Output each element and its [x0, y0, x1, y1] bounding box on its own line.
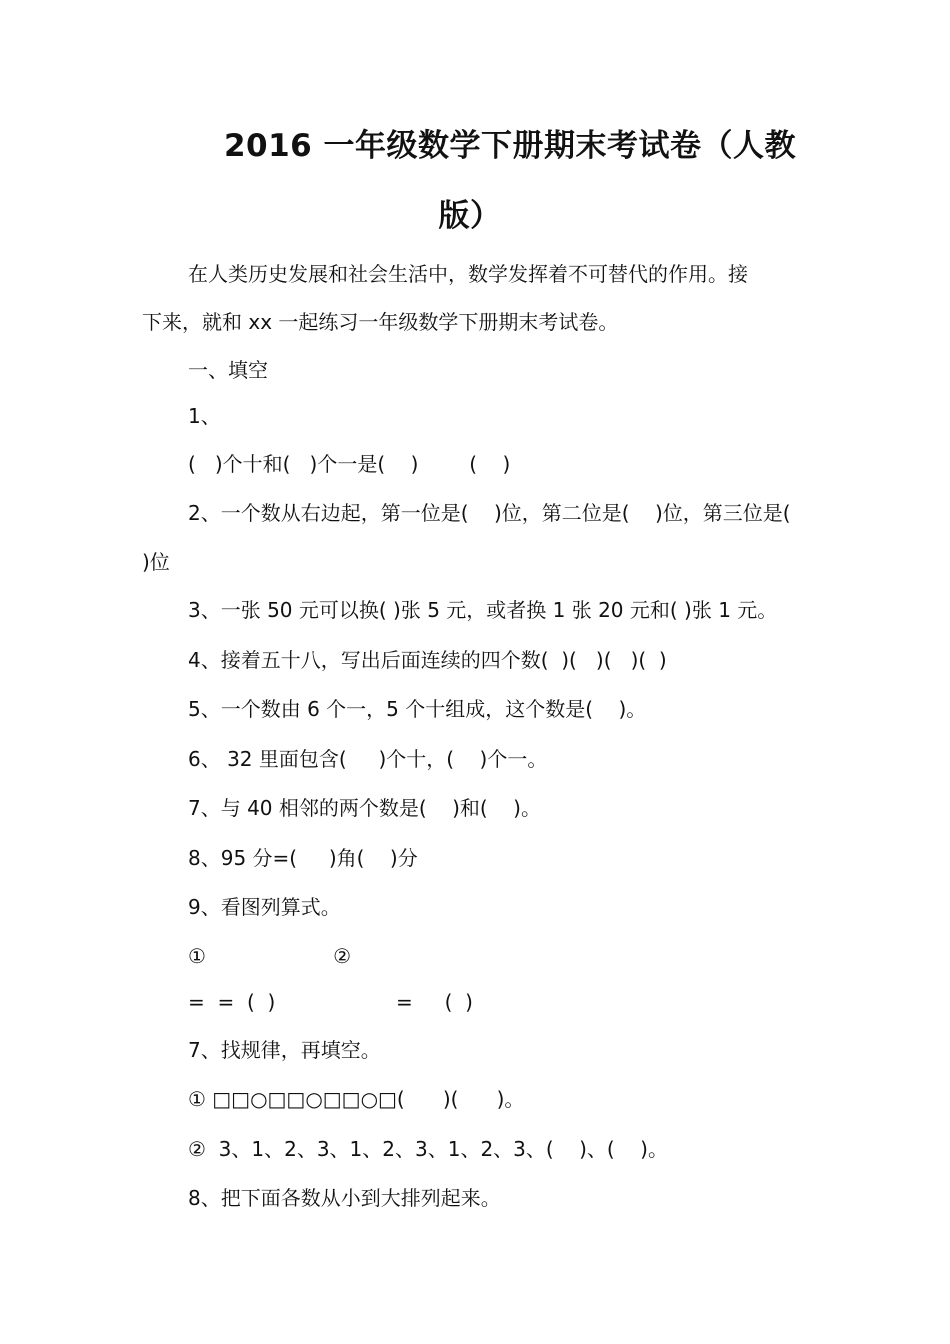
intro-line-1: 在人类历史发展和社会生活中，数学发挥着不可替代的作用。接	[188, 262, 748, 286]
question-2-line-2: )位	[142, 550, 170, 574]
question-9-figure-marks: ① ②	[188, 944, 352, 968]
question-1-text: ( )个十和( )个一是( ) ( )	[188, 452, 511, 476]
question-5: 5、一个数由 6 个一，5 个十组成，这个数是( )。	[188, 697, 647, 721]
question-9: 9、看图列算式。	[188, 895, 341, 919]
question-ordering: 8、把下面各数从小到大排列起来。	[188, 1186, 501, 1210]
question-6: 6、 32 里面包含( )个十，( )个一。	[188, 747, 548, 771]
document-title-line-2: 版）	[438, 198, 502, 234]
question-pattern-2: ② 3、1、2、3、1、2、3、1、2、3、( )、( )。	[188, 1137, 668, 1161]
question-3: 3、一张 50 元可以换( )张 5 元，或者换 1 张 20 元和( )张 1 元。	[188, 598, 778, 622]
section-heading-fill-blanks: 一、填空	[188, 358, 268, 382]
question-9-equations: = = ( ) = ( )	[188, 990, 473, 1014]
document-title-line-1: 2016 一年级数学下册期末考试卷（人教	[223, 128, 797, 164]
intro-line-2: 下来，就和 xx 一起练习一年级数学下册期末考试卷。	[142, 310, 619, 334]
question-4: 4、接着五十八，写出后面连续的四个数( )( )( )( )	[188, 648, 667, 672]
question-7: 7、与 40 相邻的两个数是( )和( )。	[188, 796, 541, 820]
question-8: 8、95 分=( )角( )分	[188, 846, 418, 870]
question-1-label: 1、	[188, 404, 221, 428]
question-2-line-1: 2、一个数从右边起，第一位是( )位，第二位是( )位，第三位是(	[188, 501, 791, 525]
question-pattern-1: ① □□○□□○□□○□( )( )。	[188, 1087, 525, 1111]
question-pattern-heading: 7、找规律，再填空。	[188, 1038, 381, 1062]
